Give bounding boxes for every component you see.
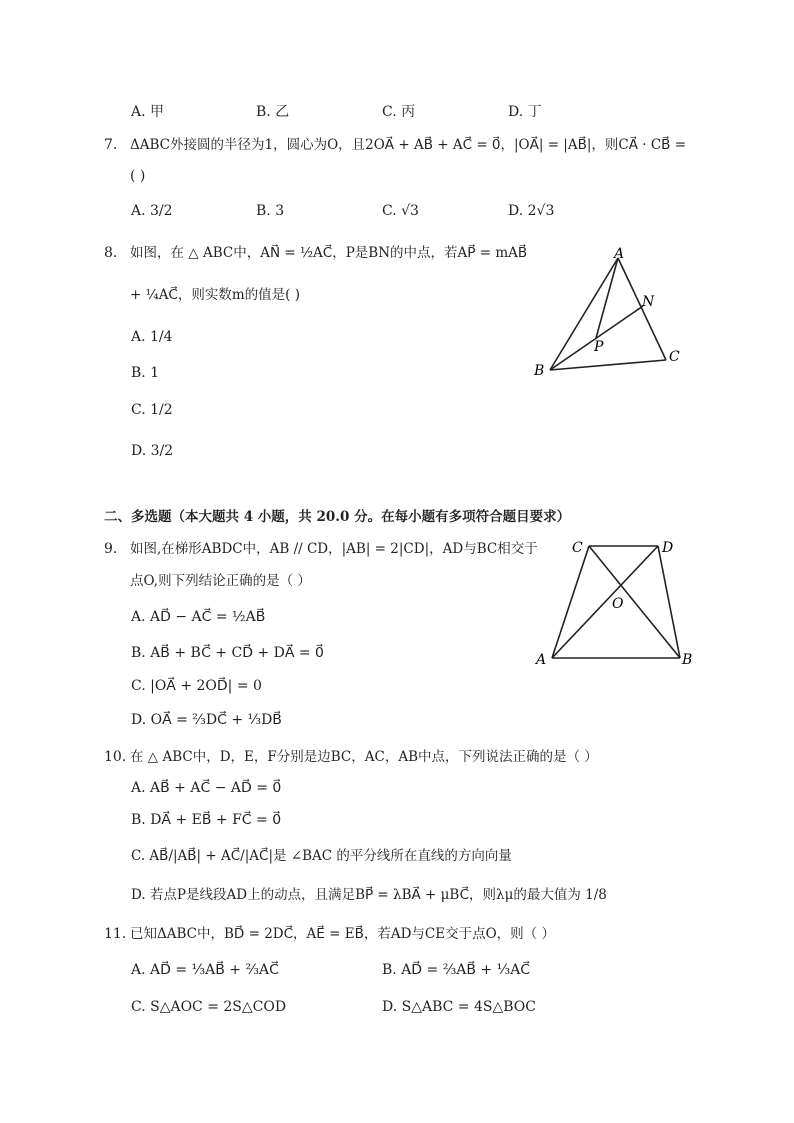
q9-stem-line1: 如图,在梯形ABDC中，AB // CD，|AB| = 2|CD|，AD与BC相交于 <box>130 541 538 557</box>
q8-figure-lines <box>550 258 666 370</box>
q9-stem-line2: 点O,则下列结论正确的是（ ） <box>130 573 311 589</box>
q9-label-b: B <box>682 652 693 668</box>
q9-label-a: A <box>536 652 547 668</box>
q8-option-c: C. 1/2 <box>131 402 173 418</box>
q10-stem: 在 △ ABC中，D，E，F分别是边BC，AC，AB中点，下列说法正确的是（ ） <box>130 749 598 765</box>
q8-option-d: D. 3/2 <box>131 443 174 459</box>
q8-label-a: A <box>614 246 625 262</box>
q8-option-a: A. 1/4 <box>131 329 173 345</box>
q7-option-a: A. 3/2 <box>131 203 173 219</box>
q8-option-b: B. 1 <box>131 365 160 381</box>
q9-option-a: A. AD⃗ − AC⃗ = ½AB⃗ <box>131 609 266 625</box>
q9-option-b: B. AB⃗ + BC⃗ + CD⃗ + DA⃗ = 0⃗ <box>131 645 324 661</box>
q7-option-b: B. 3 <box>256 203 285 219</box>
q9-trapezoid-figure <box>530 534 700 670</box>
q11-option-b: B. AD⃗ = ⅔AB⃗ + ⅓AC⃗ <box>382 962 531 978</box>
q11-number: 11. <box>104 926 127 942</box>
q7-option-d: D. 2√3 <box>508 203 555 219</box>
q9-label-d: D <box>662 540 674 556</box>
q8-label-n: N <box>642 294 655 310</box>
q10-option-a: A. AB⃗ + AC⃗ − AD⃗ = 0⃗ <box>131 780 282 796</box>
q8-label-p: P <box>594 339 604 355</box>
q11-option-d: D. S△ABC = 4S△BOC <box>382 999 536 1015</box>
q8-stem-line1: 如图，在 △ ABC中，AN⃗ = ½AC⃗，P是BN的中点，若AP⃗ = mAB⃗ <box>130 245 528 261</box>
q8-triangle-figure <box>530 244 690 380</box>
q10-option-b: B. DA⃗ + EB⃗ + FC⃗ = 0⃗ <box>131 812 282 828</box>
section-multiple-choice-title: 二、多选题（本大题共 4 小题，共 20.0 分。在每小题有多项符合题目要求） <box>104 509 571 525</box>
q6-option-b: B. 乙 <box>256 104 290 120</box>
q11-option-a: A. AD⃗ = ⅓AB⃗ + ⅔AC⃗ <box>131 962 279 978</box>
q10-option-d: D. 若点P是线段AD上的动点，且满足BP⃗ = λBA⃗ + μBC⃗，则λμ的最大值为 1/8 <box>131 887 607 903</box>
q10-number: 10. <box>104 749 127 765</box>
q8-label-c: C <box>669 349 680 365</box>
q6-option-a: A. 甲 <box>131 104 165 120</box>
q7-stem: ΔABC外接圆的半径为1，圆心为O，且2OA⃗ + AB⃗ + AC⃗ = 0⃗，|OA⃗| = |AB⃗|，则CA⃗ · CB⃗ = <box>130 137 687 153</box>
q9-option-d: D. OA⃗ = ⅔DC⃗ + ⅓DB⃗ <box>131 712 282 728</box>
q8-number: 8. <box>104 245 118 261</box>
q7-number: 7. <box>104 137 118 153</box>
q11-option-c: C. S△AOC = 2S△COD <box>131 999 287 1015</box>
q9-number: 9. <box>104 541 118 557</box>
q10-option-c: C. AB⃗/|AB⃗| + AC⃗/|AC⃗|是 ∠BAC 的平分线所在直线的方向向量 <box>131 848 512 864</box>
q6-option-d: D. 丁 <box>508 104 542 120</box>
q6-option-c: C. 丙 <box>382 104 416 120</box>
q9-label-c: C <box>572 540 583 556</box>
q7-blank: ( ) <box>130 168 146 184</box>
q7-option-c: C. √3 <box>382 203 419 219</box>
q8-label-b: B <box>534 363 545 379</box>
q8-stem-line2: + ¼AC⃗，则实数m的值是( ) <box>130 287 300 303</box>
q9-label-o: O <box>612 596 624 612</box>
q9-option-c: C. |OA⃗ + 2OD⃗| = 0 <box>131 678 262 694</box>
q11-stem: 已知ΔABC中，BD⃗ = 2DC⃗，AE⃗ = EB⃗，若AD与CE交于点O，则（ ） <box>130 926 555 942</box>
